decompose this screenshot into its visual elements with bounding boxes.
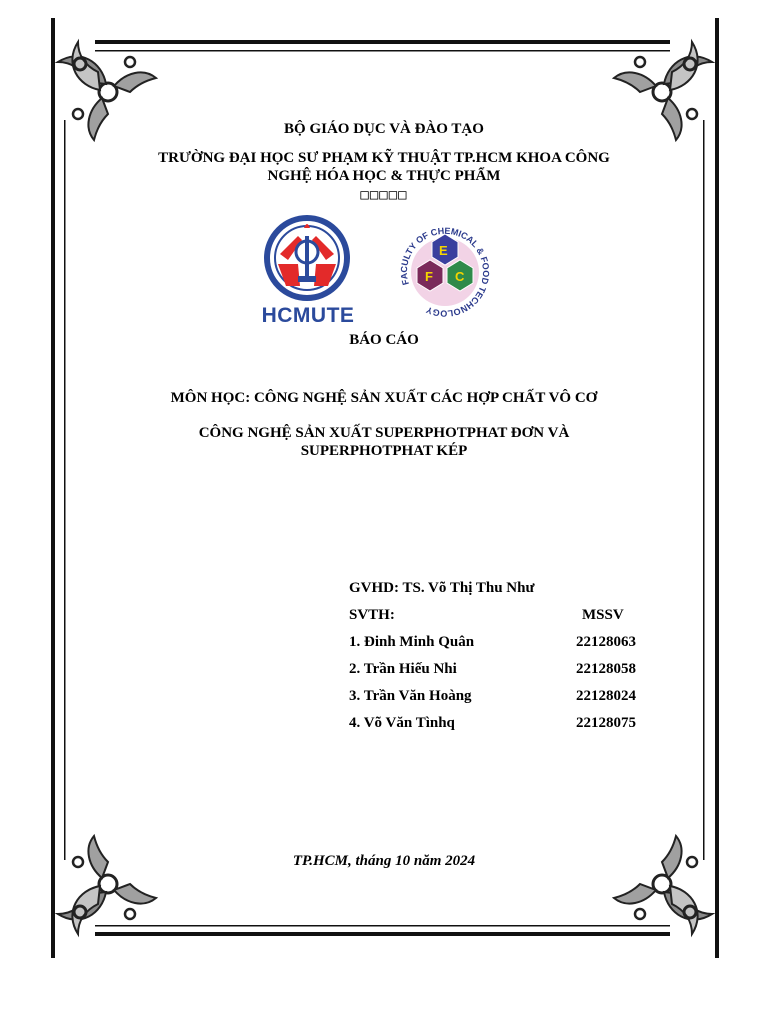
subject-title: MÔN HỌC: CÔNG NGHỆ SẢN XUẤT CÁC HỢP CHẤT VÔ CƠ: [170, 390, 598, 406]
student-name: 2. Trần Hiếu Nhi: [349, 661, 457, 677]
student-id: 22128063: [576, 634, 636, 650]
report-kind: BÁO CÁO: [349, 332, 419, 348]
students-header-row: [349, 607, 649, 627]
student-id: 22128024: [576, 688, 636, 704]
student-name: 1. Đinh Minh Quân: [349, 634, 475, 650]
topic-title-line1: CÔNG NGHỆ SẢN XUẤT SUPERPHOTPHAT ĐƠN VÀ: [198, 425, 570, 441]
topic-title-line2: SUPERPHOTPHAT KÉP: [300, 443, 468, 459]
hcmute-logo-text: HCMUTE: [261, 304, 355, 327]
student-id-label: MSSV: [582, 607, 624, 623]
place-date: TP.HCM, tháng 10 năm 2024: [292, 853, 476, 869]
fcft-letter-e: E: [439, 243, 448, 258]
student-name: 4. Võ Văn Tìnhq: [349, 715, 455, 731]
hcmute-logo: [258, 214, 358, 329]
ministry-heading: BỘ GIÁO DỤC VÀ ĐÀO TẠO: [284, 121, 484, 137]
student-id: 22128075: [576, 715, 636, 731]
student-row: [349, 688, 649, 708]
advisor-label: GVHD: TS. Võ Thị Thu Như: [349, 580, 535, 596]
school-heading-line2: NGHỆ HÓA HỌC & THỰC PHẨM: [267, 168, 501, 184]
fcft-ring-text: [392, 222, 498, 322]
corner-ornament-bottom-right: [614, 836, 712, 934]
student-id: 22128058: [576, 661, 636, 677]
school-heading-line1: TRƯỜNG ĐẠI HỌC SƯ PHẠM KỸ THUẬT TP.HCM KHOA CÔNG: [158, 150, 610, 166]
fcft-letter-f: F: [425, 269, 433, 284]
corner-ornament-bottom-left: [58, 836, 156, 934]
svg-text:FACULTY OF CHEMICAL & FOOD TEC: FACULTY OF CHEMICAL & FOOD TECHNOLOGY: [398, 225, 492, 319]
student-row: [349, 634, 649, 654]
student-name: 3. Trần Văn Hoàng: [349, 688, 472, 704]
students-label: SVTH:: [349, 607, 395, 623]
student-row: [349, 661, 649, 681]
placeholder-glyphs: □□□□□: [360, 187, 408, 203]
fcft-letter-c: C: [455, 269, 465, 284]
fcft-logo: [392, 222, 498, 322]
advisor-row: [349, 580, 649, 600]
student-row: [349, 715, 649, 735]
